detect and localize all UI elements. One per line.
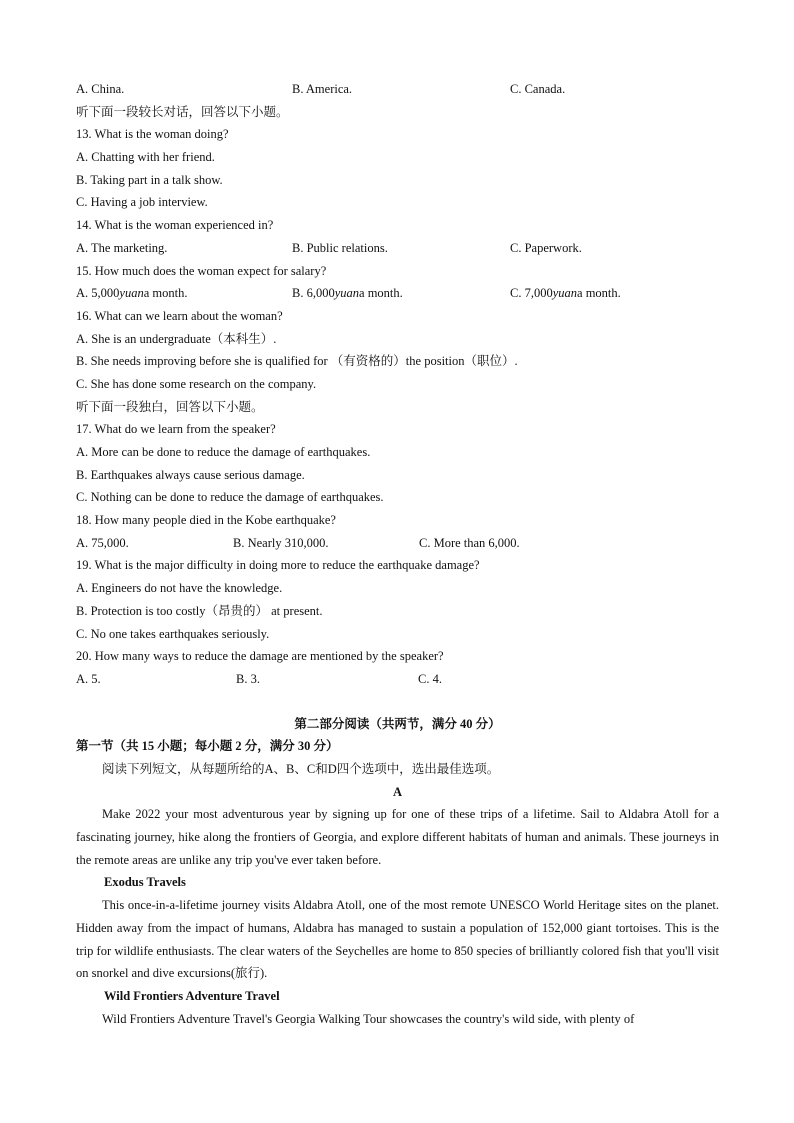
option-a (76, 282, 292, 305)
option-b: B. Nearly 310,000. (233, 535, 329, 550)
section-gap (76, 691, 719, 713)
question-17: 17. What do we learn from the speaker? (76, 422, 276, 437)
option-a-amount: A. 5,000 (76, 286, 120, 301)
q16-option-b: B. She needs improving before she is qualified for （有资格的）the position（职位）. (76, 354, 518, 369)
q16-option-c: C. She has done some research on the company. (76, 376, 317, 391)
option-c-amount: C. 7,000 (510, 286, 553, 301)
q13-option-c: C. Having a job interview. (76, 195, 208, 210)
question-20: 20. How many ways to reduce the damage are mentioned by the speaker? (76, 649, 444, 664)
option-b: B. 3. (236, 671, 260, 686)
question-18: 18. How many people died in the Kobe earthquake? (76, 513, 336, 528)
option-b: B. America. (292, 82, 353, 96)
question-16: 16. What can we learn about the woman? (76, 308, 283, 323)
q16-option-a: A. She is an undergraduate（本科生）. (76, 331, 277, 346)
q18-options (76, 532, 719, 555)
q19-option-a: A. Engineers do not have the knowledge. (76, 581, 283, 596)
question-15: 15. How much does the woman expect for salary? (76, 263, 327, 278)
instruction-long-dialog: 听下面一段较长对话，回答以下小题。 (76, 104, 289, 119)
option-a-suffix: a month. (143, 286, 188, 301)
q19-option-c: C. No one takes earthquakes seriously. (76, 626, 270, 641)
option-a: A. 5. (76, 671, 101, 686)
section1-title: 第一节（共 15 小题；每小题 2 分，满分 30 分） (76, 739, 339, 754)
exodus-heading: Exodus Travels (104, 875, 186, 890)
option-c (510, 282, 621, 305)
question-14: 14. What is the woman experienced in? (76, 218, 274, 233)
q13-option-a: A. Chatting with her friend. (76, 150, 215, 165)
q13-option-b: B. Taking part in a talk show. (76, 172, 223, 187)
option-c: C. 4. (418, 671, 442, 686)
option-c: C. More than 6,000. (419, 535, 520, 550)
q14-options (76, 237, 719, 260)
reading-instruction: 阅读下列短文，从每题所给的A、B、C和D四个选项中，选出最佳选项。 (102, 761, 500, 776)
exam-page (76, 78, 719, 1030)
yuan-label: yuan (552, 286, 578, 301)
option-b-suffix: a month. (359, 286, 403, 301)
option-c-suffix: a month. (577, 286, 621, 301)
wild-frontiers-heading: Wild Frontiers Adventure Travel (104, 988, 280, 1003)
question-19: 19. What is the major difficulty in doing more to reduce the earthquake damage? (76, 558, 480, 573)
option-a: A. The marketing. (76, 240, 168, 255)
option-c: C. Paperwork. (510, 240, 582, 255)
option-b: B. Public relations. (292, 240, 388, 255)
part2-title: 第二部分阅读（共两节，满分 40 分） (294, 716, 501, 731)
yuan-label: yuan (334, 286, 360, 301)
option-c: C. Canada. (510, 82, 566, 96)
option-a: A. China. (76, 82, 125, 96)
yuan-label: yuan (119, 286, 144, 301)
exodus-paragraph: This once-in-a-lifetime journey visits Aldabra Atoll, one of the most remote UNESCO World Heritage sites on the planet. Hidden away from the impact of humans, Aldabra has managed to sustain a population of 152,000 giant tortoises. This is the trip for wildlife enthusiasts. The clear waters of the Seychelles are home to 850 species of brilliantly colored fish that you'll visit on snorkel and dive excursions(旅行). (76, 898, 719, 981)
q17-option-c: C. Nothing can be done to reduce the damage of earthquakes. (76, 490, 384, 505)
q17-option-b: B. Earthquakes always cause serious damage. (76, 467, 305, 482)
passage-label: A (392, 784, 403, 799)
wild-frontiers-paragraph: Wild Frontiers Adventure Travel's Georgia Walking Tour showcases the country's wild side, with plenty of (102, 1011, 635, 1026)
q12-options (76, 78, 719, 101)
question-13: 13. What is the woman doing? (76, 127, 229, 142)
option-a: A. 75,000. (76, 535, 129, 550)
instruction-monologue: 听下面一段独白，回答以下小题。 (76, 399, 264, 414)
q20-options (76, 668, 719, 691)
passage-intro: Make 2022 your most adventurous year by signing up for one of these trips of a lifetime. Sail to Aldabra Atoll for a fascinating journey, hike along the frontiers of Georgia, and explore different habitats of human and animals. These journeys in the remote areas are unlike any trip you've ever taken before. (76, 807, 719, 867)
option-b-amount: B. 6,000 (292, 286, 335, 301)
q15-options (76, 282, 719, 305)
q17-option-a: A. More can be done to reduce the damage of earthquakes. (76, 445, 371, 459)
q19-option-b: B. Protection is too costly（昂贵的） at present. (76, 603, 323, 618)
option-b (292, 282, 510, 305)
